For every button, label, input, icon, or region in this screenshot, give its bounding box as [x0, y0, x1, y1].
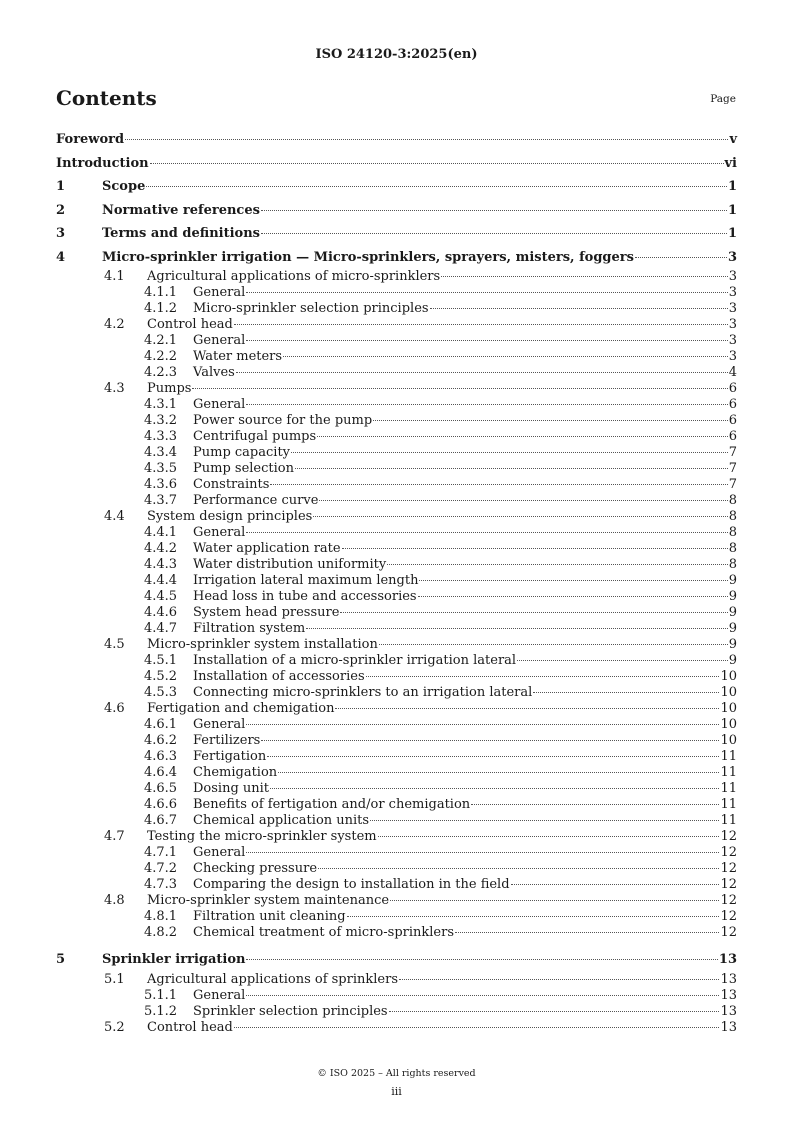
dot-leader	[319, 500, 727, 501]
dot-leader	[378, 836, 720, 837]
toc-entry-number: 4.3.5	[144, 461, 178, 476]
toc-entry-page: 11	[720, 765, 737, 780]
toc-entry-page: 9	[728, 637, 737, 652]
toc-entry[interactable]	[56, 285, 737, 301]
toc-entry-number: 4.6.5	[144, 781, 178, 796]
toc-entry[interactable]	[56, 925, 737, 941]
toc-entry-number: 4.3	[104, 381, 125, 396]
toc-entry-title: Checking pressure	[193, 861, 318, 876]
section-gap	[56, 941, 737, 948]
toc-entry-number: 4.8	[104, 893, 125, 908]
toc-entry-page: 9	[728, 573, 737, 588]
toc-entry-page: 9	[728, 621, 737, 636]
toc-entry-title: Fertigation	[193, 749, 267, 764]
table-of-contents	[56, 128, 737, 1036]
toc-entry-page: 13	[720, 1019, 737, 1035]
toc-entry-page: 12	[720, 845, 737, 860]
toc-entry-page: 6	[728, 381, 737, 396]
toc-entry-page: 12	[720, 893, 737, 908]
toc-entry-page: 7	[728, 477, 737, 492]
dot-leader	[246, 292, 727, 293]
toc-entry-number: 4.3.1	[144, 397, 178, 412]
toc-entry-number: 4.8.2	[144, 925, 178, 940]
dot-leader	[387, 564, 728, 565]
toc-entry[interactable]	[56, 765, 737, 781]
toc-entry-title: Control head	[147, 317, 233, 332]
toc-entry[interactable]	[56, 589, 737, 605]
dot-leader	[246, 995, 719, 996]
toc-entry-page: 7	[728, 445, 737, 460]
toc-entry-number: 4.1.2	[144, 301, 178, 316]
toc-entry[interactable]	[56, 269, 737, 285]
dot-leader	[246, 959, 717, 960]
toc-entry[interactable]	[56, 1020, 737, 1036]
dot-leader	[389, 1011, 720, 1012]
dot-leader	[234, 1027, 720, 1028]
toc-entry-title: Filtration system	[193, 621, 306, 636]
toc-entry-title: Filtration unit cleaning	[193, 909, 346, 924]
toc-entry[interactable]	[56, 509, 737, 525]
toc-entry-page: 11	[720, 797, 737, 812]
toc-entry-title: Benefits of fertigation and/or chemigation	[193, 797, 471, 812]
toc-entry-number: 4.2.1	[144, 333, 178, 348]
dot-leader	[340, 612, 727, 613]
toc-entry-number: 4.7	[104, 829, 125, 844]
toc-entry-title: Introduction	[56, 155, 149, 171]
toc-entry[interactable]	[56, 222, 737, 246]
toc-entry-number: 4.8.1	[144, 909, 178, 924]
dot-leader	[635, 257, 727, 258]
toc-entry-title: Pumps	[147, 381, 192, 396]
toc-entry-page: 13	[720, 971, 737, 987]
toc-entry-number: 5.1	[104, 971, 125, 987]
toc-entry-page: 11	[720, 781, 737, 796]
toc-entry-number: 4.6	[104, 701, 125, 716]
document-id-header: ISO 24120-3:2025(en)	[315, 47, 478, 62]
toc-entry-page: 4	[728, 365, 737, 380]
dot-leader	[283, 356, 728, 357]
toc-entry-title: Sprinkler selection principles	[193, 1003, 388, 1019]
dot-leader	[318, 868, 719, 869]
toc-entry-number: 5.2	[104, 1019, 125, 1035]
toc-entry-title: Foreword	[56, 132, 125, 147]
dot-leader	[366, 676, 720, 677]
toc-entry-page: 11	[720, 813, 737, 828]
toc-entry[interactable]	[56, 381, 737, 397]
toc-entry-number: 4.6.2	[144, 733, 178, 748]
toc-entry-page: v	[729, 132, 737, 147]
dot-leader	[317, 436, 728, 437]
dot-leader	[517, 660, 728, 661]
toc-entry-title: Sprinkler irrigation	[102, 952, 246, 967]
toc-entry-page: 8	[728, 493, 737, 508]
toc-entry-page: 10	[720, 733, 737, 748]
toc-entry-title: General	[193, 717, 246, 732]
toc-entry[interactable]	[56, 717, 737, 733]
toc-entry-page: 13	[720, 987, 737, 1003]
page-number: iii	[391, 1085, 402, 1098]
toc-entry-number: 2	[56, 202, 66, 218]
toc-entry-number: 4.7.2	[144, 861, 178, 876]
dot-leader	[291, 452, 728, 453]
dot-leader	[306, 628, 728, 629]
dot-leader	[313, 516, 727, 517]
toc-entry[interactable]	[56, 972, 737, 988]
toc-entry-title: Pump selection	[193, 461, 294, 476]
toc-entry-number: 4.4.5	[144, 589, 178, 604]
toc-entry[interactable]	[56, 781, 737, 797]
toc-entry-title: Control head	[147, 1019, 233, 1035]
dot-leader	[390, 900, 719, 901]
toc-entry-title: Micro-sprinkler system installation	[147, 637, 378, 652]
dot-leader	[295, 468, 728, 469]
toc-entry[interactable]	[56, 829, 737, 845]
toc-entry[interactable]	[56, 893, 737, 909]
toc-entry[interactable]	[56, 349, 737, 365]
toc-entry-page: 8	[728, 509, 737, 524]
dot-leader	[347, 916, 720, 917]
toc-entry-title: System head pressure	[193, 605, 340, 620]
toc-entry-title: General	[193, 397, 246, 412]
toc-entry-title: General	[193, 285, 246, 300]
toc-entry-number: 3	[56, 226, 66, 241]
toc-entry[interactable]	[56, 429, 737, 445]
toc-entry-page: 12	[720, 829, 737, 844]
toc-entry-title: General	[193, 845, 246, 860]
dot-leader	[150, 163, 724, 164]
toc-entry-number: 4.5.3	[144, 685, 178, 700]
toc-entry[interactable]	[56, 637, 737, 653]
dot-leader	[533, 692, 719, 693]
dot-leader	[261, 210, 727, 211]
toc-entry-title: Chemical treatment of micro-sprinklers	[193, 925, 454, 940]
dot-leader	[419, 580, 727, 581]
toc-entry-page: 12	[720, 861, 737, 876]
toc-entry-page: 9	[728, 653, 737, 668]
toc-entry-number: 4.3.3	[144, 429, 178, 444]
toc-entry-number: 5	[56, 952, 66, 967]
toc-entry[interactable]	[56, 861, 737, 877]
toc-entry-title: Agricultural applications of micro-sprinklers	[147, 269, 441, 284]
toc-entry-title: Testing the micro-sprinkler system	[147, 829, 377, 844]
toc-entry-number: 4.3.4	[144, 445, 178, 460]
toc-entry-page: 10	[720, 669, 737, 684]
dot-leader	[379, 644, 728, 645]
dot-leader	[236, 372, 728, 373]
toc-entry-page: 3	[728, 333, 737, 348]
toc-entry-title: Connecting micro-sprinklers to an irrigation lateral	[193, 685, 533, 700]
toc-entry[interactable]	[56, 525, 737, 541]
toc-entry-page: 8	[728, 525, 737, 540]
toc-entry-title: Irrigation lateral maximum length	[193, 573, 419, 588]
dot-leader	[246, 404, 727, 405]
toc-entry-number: 4.4.7	[144, 621, 178, 636]
toc-entry-number: 1	[56, 179, 66, 194]
dot-leader	[267, 756, 719, 757]
toc-entry[interactable]	[56, 445, 737, 461]
toc-entry-number: 4.4.1	[144, 525, 178, 540]
toc-entry-title: Installation of accessories	[193, 669, 365, 684]
toc-entry[interactable]	[56, 128, 737, 152]
toc-entry[interactable]	[56, 669, 737, 685]
toc-entry[interactable]	[56, 749, 737, 765]
toc-entry-title: Performance curve	[193, 493, 319, 508]
toc-entry-page: 13	[718, 952, 737, 967]
copyright-notice: © ISO 2025 – All rights reserved	[317, 1068, 476, 1079]
toc-entry-number: 5.1.2	[144, 1003, 178, 1019]
dot-leader	[342, 548, 728, 549]
toc-entry[interactable]	[56, 557, 737, 573]
toc-entry-title: Centrifugal pumps	[193, 429, 317, 444]
toc-entry-title: Valves	[193, 365, 235, 380]
toc-entry-title: Power source for the pump	[193, 413, 373, 428]
dot-leader	[261, 740, 719, 741]
toc-entry-number: 4.3.6	[144, 477, 178, 492]
toc-entry-number: 4.4.2	[144, 541, 178, 556]
toc-entry-number: 4.5	[104, 637, 125, 652]
toc-entry[interactable]	[56, 199, 737, 223]
toc-entry-title: General	[193, 333, 246, 348]
toc-entry-page: 10	[720, 685, 737, 700]
toc-entry-title: Comparing the design to installation in the field	[193, 877, 510, 892]
toc-entry-title: Micro-sprinkler system maintenance	[147, 893, 390, 908]
toc-entry-title: Agricultural applications of sprinklers	[147, 971, 398, 987]
toc-entry-title: System design principles	[147, 509, 313, 524]
toc-entry-title: Water application rate	[193, 541, 341, 556]
toc-entry[interactable]	[56, 413, 737, 429]
toc-entry-number: 4.1.1	[144, 285, 178, 300]
toc-entry-page: 3	[728, 269, 737, 284]
dot-leader	[246, 532, 727, 533]
toc-entry-page: 6	[728, 413, 737, 428]
toc-entry[interactable]	[56, 877, 737, 893]
toc-entry-number: 4.4.6	[144, 605, 178, 620]
toc-entry-number: 4.5.1	[144, 653, 178, 668]
page-title: Contents	[56, 86, 157, 110]
toc-entry[interactable]	[56, 813, 737, 829]
dot-leader	[246, 340, 727, 341]
toc-entry-number: 4.6.6	[144, 797, 178, 812]
toc-entry[interactable]	[56, 365, 737, 381]
dot-leader	[246, 724, 719, 725]
toc-entry-title: Normative references	[102, 202, 260, 218]
toc-entry-number: 4.4	[104, 509, 125, 524]
dot-leader	[246, 852, 719, 853]
dot-leader	[418, 596, 728, 597]
toc-entry[interactable]	[56, 333, 737, 349]
toc-entry-number: 4.7.1	[144, 845, 178, 860]
toc-entry-page: 12	[720, 909, 737, 924]
toc-entry-title: Chemigation	[193, 765, 278, 780]
toc-entry-page: 9	[728, 589, 737, 604]
toc-entry-number: 4.7.3	[144, 877, 178, 892]
toc-entry[interactable]	[56, 845, 737, 861]
toc-entry-page: 6	[728, 429, 737, 444]
toc-entry-number: 5.1.1	[144, 987, 178, 1003]
toc-entry-page: 11	[720, 749, 737, 764]
toc-entry-page: 7	[728, 461, 737, 476]
toc-entry[interactable]	[56, 541, 737, 557]
toc-entry-number: 4.4.3	[144, 557, 178, 572]
toc-entry[interactable]	[56, 246, 737, 270]
toc-entry-number: 4.3.7	[144, 493, 178, 508]
toc-entry-title: General	[193, 525, 246, 540]
dot-leader	[511, 884, 720, 885]
toc-entry-title: Water meters	[193, 349, 283, 364]
toc-entry-title: Micro-sprinkler selection principles	[193, 301, 429, 316]
toc-entry[interactable]	[56, 909, 737, 925]
toc-entry-number: 4.2	[104, 317, 125, 332]
dot-leader	[261, 233, 727, 234]
page-column-label: Page	[710, 93, 736, 105]
toc-entry-title: Installation of a micro-sprinkler irrigation lateral	[193, 653, 517, 668]
toc-entry[interactable]	[56, 317, 737, 333]
toc-entry-page: 12	[720, 877, 737, 892]
dot-leader	[125, 139, 728, 140]
toc-entry-title: Fertilizers	[193, 733, 261, 748]
toc-entry-page: 12	[720, 925, 737, 940]
toc-entry-page: 8	[728, 557, 737, 572]
toc-entry[interactable]	[56, 948, 737, 972]
toc-entry-page: 10	[720, 717, 737, 732]
toc-entry-page: vi	[724, 155, 737, 171]
dot-leader	[430, 308, 728, 309]
toc-entry[interactable]	[56, 621, 737, 637]
dot-leader	[234, 324, 728, 325]
toc-entry[interactable]	[56, 988, 737, 1004]
toc-entry-number: 4.2.2	[144, 349, 178, 364]
toc-entry-title: Scope	[102, 179, 146, 194]
toc-entry-number: 4.6.4	[144, 765, 178, 780]
toc-entry-number: 4.4.4	[144, 573, 178, 588]
toc-entry-number: 4.6.1	[144, 717, 178, 732]
dot-leader	[278, 772, 719, 773]
toc-entry[interactable]	[56, 477, 737, 493]
toc-entry[interactable]	[56, 1004, 737, 1020]
toc-entry[interactable]	[56, 152, 737, 176]
toc-entry-title: Water distribution uniformity	[193, 557, 387, 572]
toc-entry[interactable]	[56, 301, 737, 317]
toc-entry-title: Head loss in tube and accessories	[193, 589, 417, 604]
toc-entry-title: General	[193, 987, 246, 1003]
toc-entry[interactable]	[56, 493, 737, 509]
toc-entry[interactable]	[56, 653, 737, 669]
toc-entry-page: 3	[728, 301, 737, 316]
toc-entry-page: 6	[728, 397, 737, 412]
dot-leader	[373, 420, 728, 421]
toc-entry[interactable]	[56, 797, 737, 813]
dot-leader	[370, 820, 719, 821]
toc-entry-page: 9	[728, 605, 737, 620]
dot-leader	[270, 484, 727, 485]
toc-entry-title: Micro-sprinkler irrigation — Micro-sprinklers, sprayers, misters, foggers	[102, 249, 634, 265]
toc-entry-title: Terms and definitions	[102, 226, 260, 241]
toc-entry-number: 4.6.3	[144, 749, 178, 764]
toc-entry[interactable]	[56, 605, 737, 621]
toc-entry-number: 4.5.2	[144, 669, 178, 684]
toc-entry-page: 8	[728, 541, 737, 556]
toc-entry-number: 4	[56, 249, 66, 265]
toc-entry-number: 4.2.3	[144, 365, 178, 380]
toc-entry[interactable]	[56, 397, 737, 413]
dot-leader	[146, 186, 727, 187]
toc-entry-page: 10	[720, 701, 737, 716]
toc-entry-title: Pump capacity	[193, 445, 291, 460]
dot-leader	[441, 276, 728, 277]
toc-entry-number: 4.3.2	[144, 413, 178, 428]
toc-entry-page: 3	[727, 249, 737, 265]
toc-entry-number: 4.1	[104, 269, 125, 284]
toc-entry[interactable]	[56, 733, 737, 749]
toc-entry-page: 1	[727, 226, 737, 241]
toc-entry[interactable]	[56, 685, 737, 701]
toc-entry-title: Dosing unit	[193, 781, 270, 796]
toc-entry-page: 1	[727, 202, 737, 218]
toc-entry-number: 4.6.7	[144, 813, 178, 828]
dot-leader	[471, 804, 719, 805]
dot-leader	[192, 388, 727, 389]
toc-entry-page: 3	[728, 285, 737, 300]
dot-leader	[335, 708, 719, 709]
toc-entry-page: 13	[720, 1003, 737, 1019]
toc-entry-page: 1	[727, 179, 737, 194]
toc-entry-title: Chemical application units	[193, 813, 370, 828]
toc-entry[interactable]	[56, 461, 737, 477]
toc-entry-page: 3	[728, 317, 737, 332]
toc-entry-page: 3	[728, 349, 737, 364]
dot-leader	[399, 979, 719, 980]
toc-entry[interactable]	[56, 701, 737, 717]
toc-entry[interactable]	[56, 175, 737, 199]
toc-entry-title: Fertigation and chemigation	[147, 701, 335, 716]
dot-leader	[270, 788, 719, 789]
dot-leader	[455, 932, 719, 933]
toc-entry-title: Constraints	[193, 477, 270, 492]
toc-entry[interactable]	[56, 573, 737, 589]
